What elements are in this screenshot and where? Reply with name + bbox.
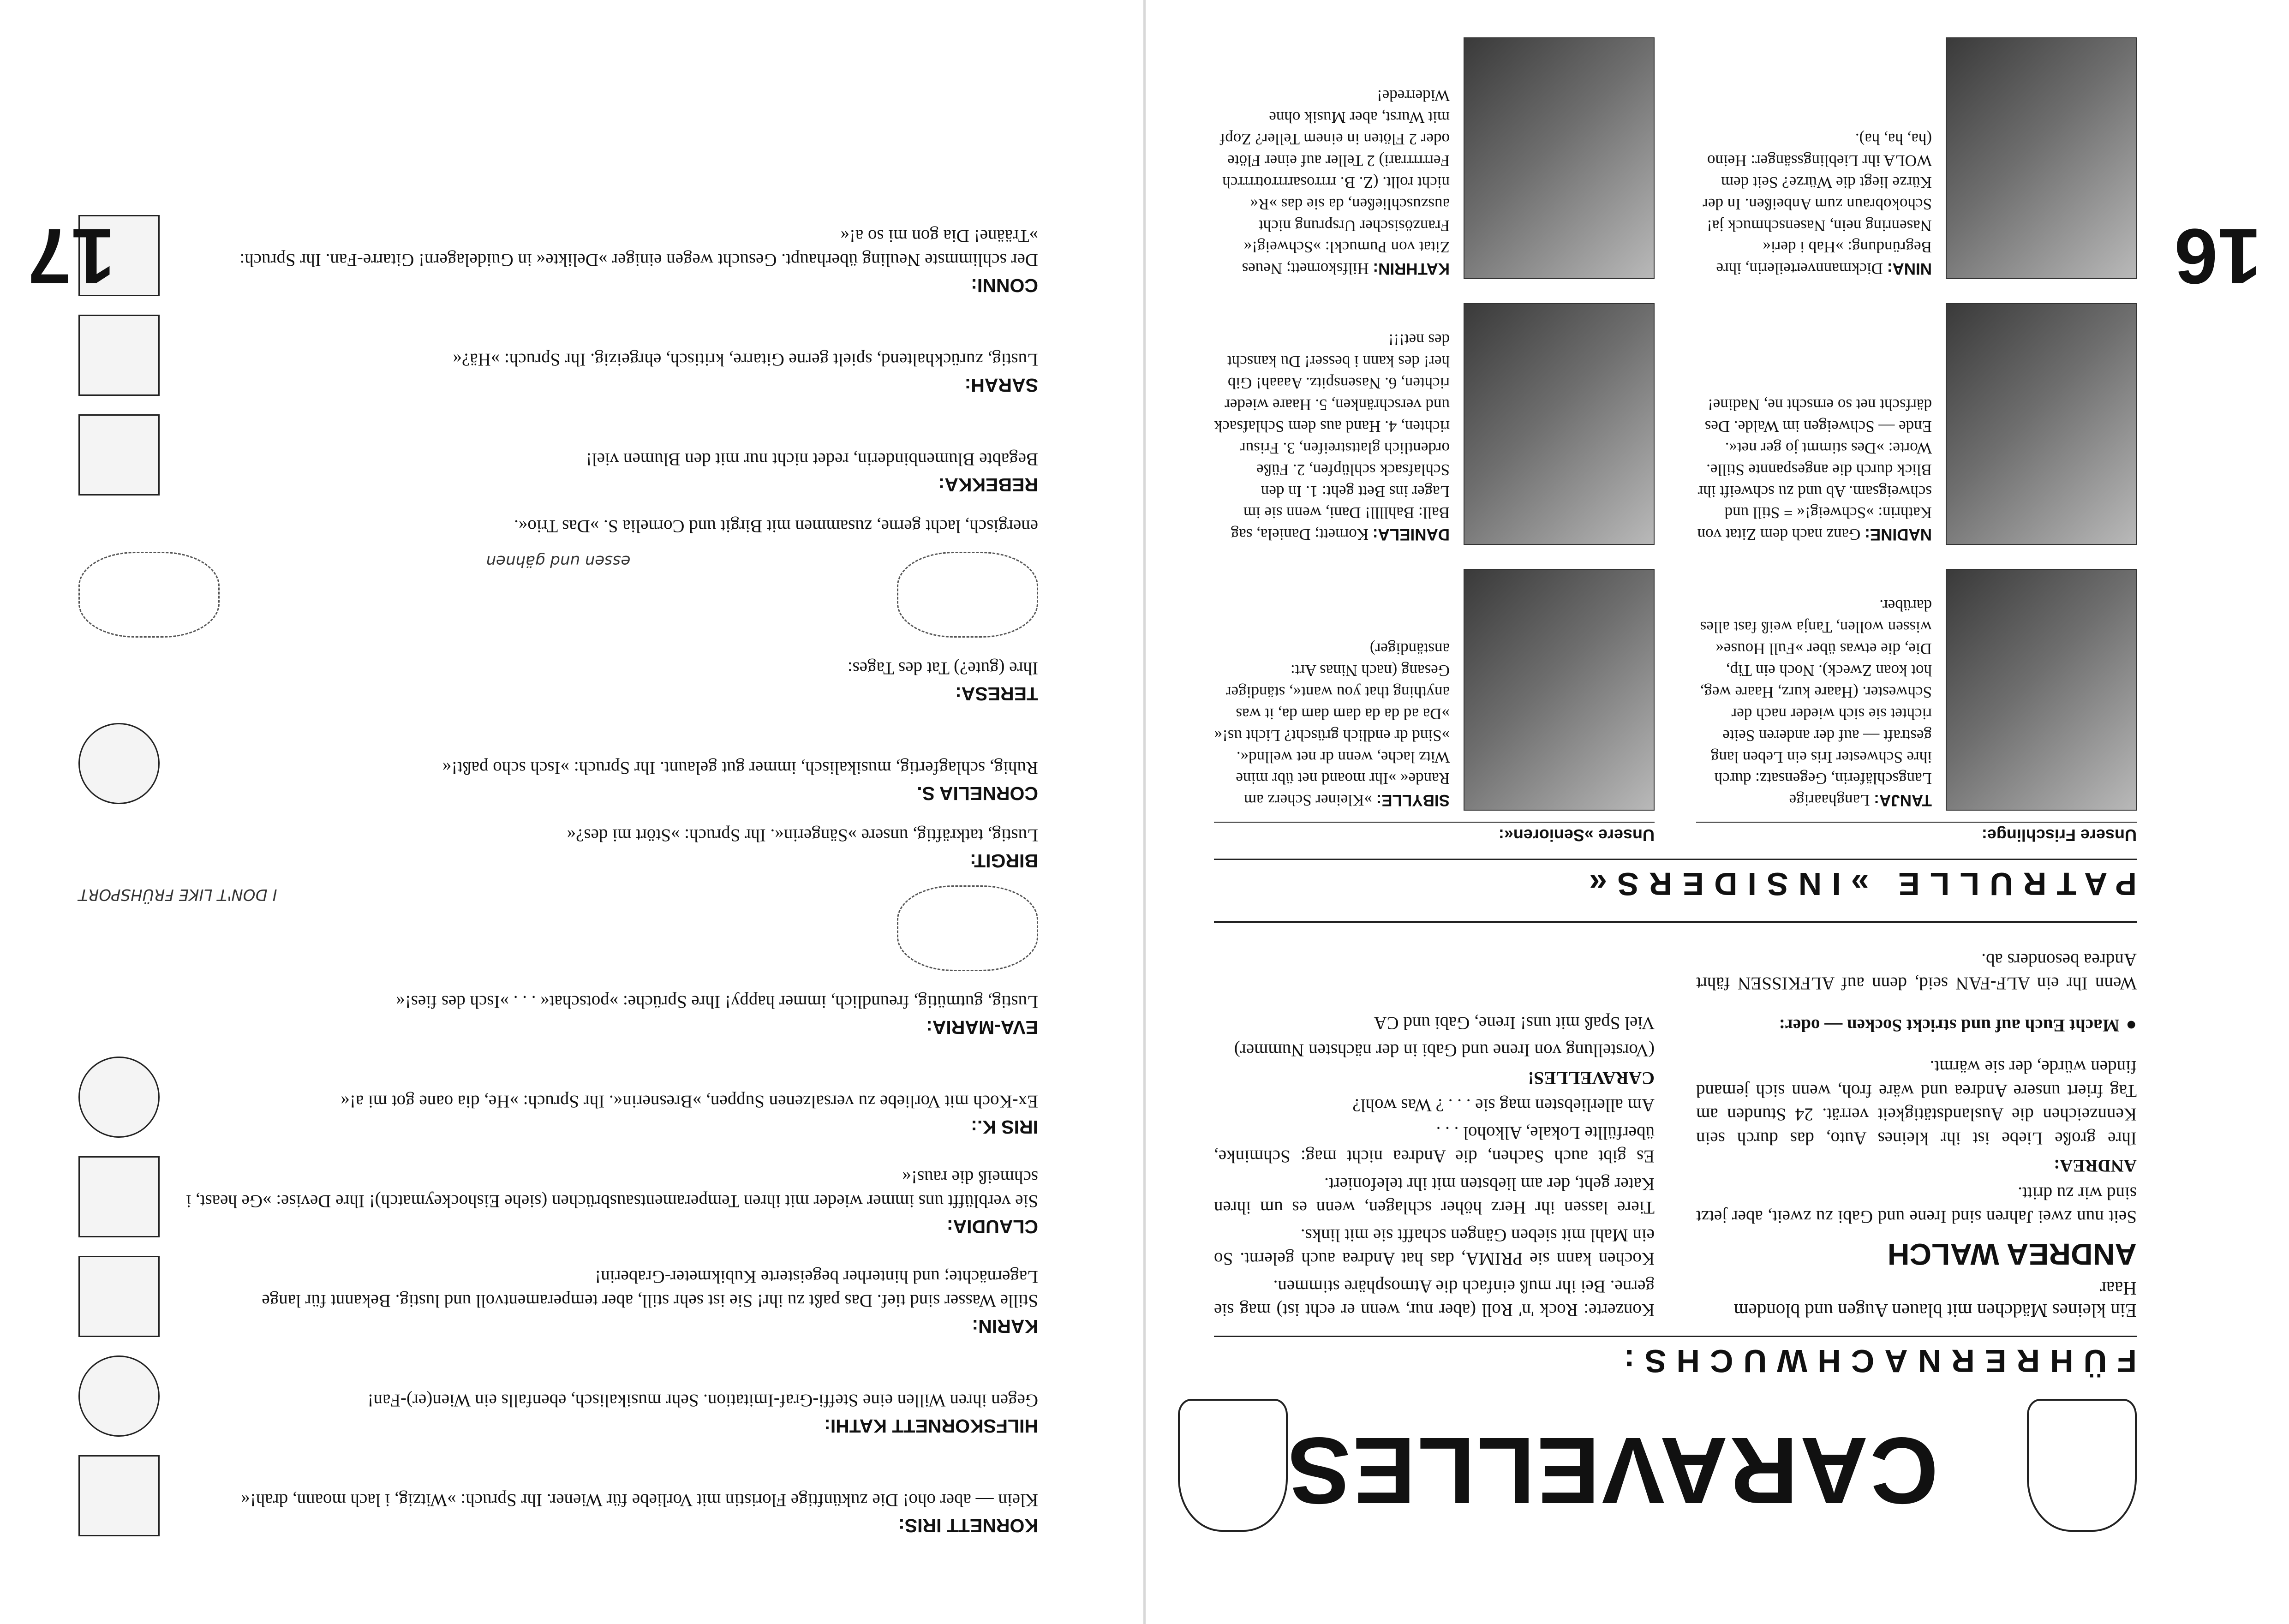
page-16 xyxy=(1145,0,2289,1624)
member-name: IRIS K.: xyxy=(971,1116,1038,1138)
andrea-label: ANDREA: xyxy=(2054,1156,2137,1176)
member-entry xyxy=(78,1256,1038,1337)
member-description: Der schlimmste Neuling überhaupt. Gesucht wegen einiger »Delikte« in Guidelagern! Gitarre-Fan. Ihr Spruch: »Trääne! Dia gon mi so a!« xyxy=(239,226,1038,270)
portrait-photo xyxy=(1946,37,2137,279)
profile-text xyxy=(1214,569,1450,811)
fuehrernachwuchs-right-column xyxy=(1214,944,1655,1322)
name-banner: ANDREA WALCH xyxy=(1887,1237,2137,1272)
member-name: KARIN: xyxy=(972,1316,1038,1337)
frischlinge-label: Unsere Frischlinge: xyxy=(1696,822,2137,845)
member-text xyxy=(178,347,1038,396)
tennis-cartoon-icon xyxy=(78,1355,160,1437)
portrait-photo xyxy=(1464,303,1655,545)
fuehrernachwuchs-left-column xyxy=(1696,944,2137,1322)
member-description: Lustig, zurückhaltend, spielt gerne Gitarre, kritisch, ehrgeizig. Ihr Spruch: »Hä?« xyxy=(453,350,1038,370)
member-description: Gegen ihren Willen eine Steffi-Graf-Imitation. Sehr musikalisch, ebenfalls ein Wien(er)-Fan! xyxy=(367,1391,1038,1410)
member-text xyxy=(178,447,1038,496)
member-entry xyxy=(78,656,1038,705)
member-name: TERESA: xyxy=(955,683,1038,705)
member-text xyxy=(178,1265,1038,1337)
member-entry xyxy=(78,1057,1038,1138)
member-entry xyxy=(78,215,1038,296)
member-name: HILFSKORNETT KATHI: xyxy=(824,1415,1038,1437)
member-text xyxy=(178,1089,1038,1138)
member-text xyxy=(78,656,1038,705)
profile-name: TANJA: xyxy=(1874,791,1932,810)
member-description: energisch, lacht gerne, zusammen mit Birgit und Cornelia S. »Das Trio«. xyxy=(514,516,1038,537)
bullet-text: Macht Euch auf und strickt Socken — oder: xyxy=(1779,1015,2120,1035)
portrait-photo xyxy=(1464,37,1655,279)
sketch-caption: I DON'T LIKE FRÜHSPORT xyxy=(78,885,277,904)
frischlinge-column xyxy=(1696,13,2137,845)
paragraph: Seit nun zwei Jahren sind Irene und Gabi zu zweit, aber jetzt sind wir zu dritt. xyxy=(1696,1183,2137,1227)
member-description: Stille Wasser sind tief. Das paßt zu ihr! Sie ist sehr still, aber temperamentvoll und lustig. Bekannt für lange Lagernächte; und hinterher begeisterte Kubikmeter-Graberin! xyxy=(262,1266,1038,1311)
masthead-title: CARAVELLES xyxy=(1285,1418,1938,1523)
member-text xyxy=(178,756,1038,804)
sleeping-cartoon-icon xyxy=(897,885,1038,971)
profile-text xyxy=(1214,37,1450,279)
member-text xyxy=(178,1388,1038,1437)
member-entry xyxy=(78,1455,1038,1536)
member-text xyxy=(178,1488,1038,1536)
member-text xyxy=(78,823,1038,872)
fuehrernachwuchs-columns xyxy=(1214,944,2137,1322)
member-description: Sie verblüfft uns immer wieder mit ihren Temperamentsausbrüchen (siehe Eishockeymatch)! Ihre Devise: »Ge heast, i schmeiß die raus!« xyxy=(186,1167,1038,1211)
page-number: 17 xyxy=(28,212,115,300)
sketch-row xyxy=(78,885,1038,971)
member-name: CORNELIA S. xyxy=(917,783,1038,805)
paragraph: Konzerte: Rock 'n' Roll (aber nur, wenn er echt ist) mag sie gerne. Bei ihr muß einfach die Atmosphäre stimmen. xyxy=(1214,1276,1655,1320)
member-description: Ruhig, schlagfertig, musikalisch, immer gut gelaunt. Ihr Spruch: »Isch scho paßt!« xyxy=(442,758,1038,778)
member-text xyxy=(178,1165,1038,1238)
member-entry xyxy=(78,514,1038,538)
paragraph: Am allerliebsten mag sie . . . ? Was wohl? xyxy=(1352,1095,1655,1116)
member-name: BIRGIT: xyxy=(969,850,1038,872)
page-number: 16 xyxy=(2174,212,2261,300)
member-name: EVA-MARIA: xyxy=(926,1017,1038,1038)
eating-cartoon-icon xyxy=(78,552,220,638)
member-entry xyxy=(78,823,1038,872)
member-description: Ex-Koch mit Vorliebe zu versalzenen Suppen, »Bresnerin«. Ihr Spruch: »He, dia oane got mi a!« xyxy=(341,1092,1038,1111)
member-entry xyxy=(78,315,1038,396)
flower-bouquet-icon xyxy=(78,414,160,496)
member-name: CLAUDIA: xyxy=(946,1216,1038,1237)
flower-scroll-icon xyxy=(78,1455,160,1536)
senioren-label: Unsere »Senioren«: xyxy=(1214,822,1655,845)
cartoon-figure-icon xyxy=(1178,1399,1288,1532)
sketch-row xyxy=(78,552,1038,638)
profile-text xyxy=(1696,303,1932,545)
profile-text xyxy=(1696,569,1932,811)
member-name: SARAH: xyxy=(964,375,1038,396)
member-description: Lustig, gutmütig, freundlich, immer happy! Ihre Sprüche: »potschat« . . . »Isch des fies!« xyxy=(396,992,1038,1012)
closing-paragraph: Wenn Ihr ein ALF-FAN seid, denn auf ALFKISSEN fährt Andrea besonders ab. xyxy=(1696,949,2137,994)
profile-name: KATHRIN: xyxy=(1373,260,1450,278)
section-divider xyxy=(1214,921,2137,923)
portrait-photo xyxy=(1946,569,2137,811)
page-17 xyxy=(0,0,1144,1624)
member-description: Klein — aber oho! Die zukünftige Floristin mit Vorliebe für Wiener. Ihr Spruch: »Witzig, i lach moann, drah!« xyxy=(241,1490,1038,1510)
insiders-heading: PATRULLE »INSIDERS« xyxy=(1214,859,2137,902)
member-name: CONNI: xyxy=(971,275,1038,296)
sketch-caption: essen und gähnen xyxy=(486,552,631,571)
glass-cartoon-icon xyxy=(78,1057,160,1138)
paragraph: CARAVELLES! xyxy=(1528,1068,1655,1088)
member-name: REBEKKA: xyxy=(938,474,1038,496)
member-entry xyxy=(78,1156,1038,1237)
profile-card xyxy=(1696,569,2137,811)
intro-line: Ein kleines Mädchen mit blauen Augen und blondem Haar xyxy=(1733,1278,2137,1321)
profile-text xyxy=(1696,37,1932,279)
trash-can-cartoon-icon xyxy=(78,1156,160,1237)
member-text xyxy=(178,224,1038,297)
profile-card xyxy=(1214,37,1655,279)
signoff: Viel Spaß mit uns! Irene, Gabi und CA xyxy=(1374,1013,1655,1033)
paragraph: Es gibt auch Sachen, die Andrea nicht mag: Schminke, überfüllte Lokale, Alkohol . . . xyxy=(1214,1122,1655,1167)
profile-name: DANIELA: xyxy=(1372,525,1450,544)
member-description: Lustig, tatkräftig, unsere »Sängerin«. Ihr Spruch: »Stört mi des?« xyxy=(567,825,1038,845)
profile-description: Kornett; Daniela, sag Ball: Bahllll! Dani, wenn sie im Lager ins Bett geht: 1. In den Schlafsack schlüpfen, 2. Füße ordentlich glattstreifen, 3. Frisur richten, 4. Hand aus dem Schlafsack und verschränken, 5. Haare wieder richten, 6. Nasenspitz. Aaaah! Gib her! des kann i besser! Du kanscht des net!!! xyxy=(1214,331,1450,544)
too-much-action-cartoon-icon xyxy=(78,723,160,805)
profile-description: »Kleiner Scherz am Rande« »Ihr moand net übr mine Witz lache, wenn dr net wellnd«. »Sind dr endlich grüscht? Licht us!« »Da ad da da dam dam da, it was anything that you want«, ständiger Gesang (nach Ninas Art: anständiger) xyxy=(1214,640,1450,810)
guitar-cartoon-icon xyxy=(78,315,160,396)
kick-off-cartoon-icon xyxy=(78,1256,160,1337)
profile-card xyxy=(1696,37,2137,279)
profile-name: NINA: xyxy=(1887,260,1932,278)
masthead xyxy=(1214,1398,2137,1536)
portrait-photo xyxy=(1464,569,1655,811)
member-entry xyxy=(78,1355,1038,1437)
member-text xyxy=(78,514,1038,538)
profile-description: Langhaarige Langschläferin, Gegensatz: durch ihre Schwester Iris ein Leben lang gestraft — auf der anderen Seite richtet sie sich wieder nach der Schwester. (Haare kurz, Haare weg, hot koan Zweck). Noch ein Tip, Die, die etwas über »Full House« wissen wollen, Tanja weiß fast alles darüber. xyxy=(1700,597,1932,810)
member-entry xyxy=(78,990,1038,1038)
member-text xyxy=(78,990,1038,1038)
fuehrernachwuchs-heading: FÜHRERNACHWUCHS: xyxy=(1214,1336,2137,1379)
profile-card xyxy=(1214,303,1655,545)
profile-description: Hilfskornett; Neues Zitat von Pumuckl: »Schweig!« Französischer Ursprung nicht auszuschließen, da sie das »R« nicht rollt. (Z. B. rrrrosarrrrotrrrrch Ferrrrrrari) 2 Teller auf einer Flöte oder 2 Flöten in einem Teller? Zopf mit Wurst, aber Musik ohne Widerrede! xyxy=(1219,87,1450,278)
portrait-photo xyxy=(1946,303,2137,545)
bullet-line xyxy=(1696,1013,2137,1037)
member-entry xyxy=(78,414,1038,496)
profile-name: SIBYLLE: xyxy=(1376,791,1450,810)
senioren-column xyxy=(1214,13,1655,845)
profile-description: Ganz nach dem Zitat von Kathrin: »Schweig!« = Still und schweigsam. Ab und zu schweift ihr Blick durch die angespannte Stille. Worte: »Des stimmt jo ger net«. Ende — Schweigen im Walde. Des därfscht net so ernscht ne, Nadine! xyxy=(1697,395,1932,544)
cartoon-figure-icon xyxy=(2027,1399,2137,1532)
paragraph: Kochen kann sie PRIMA, das hat Andrea auch gelernt. So ein Mahl mit sieben Gängen schafft sie mit links. xyxy=(1214,1225,1655,1269)
paragraph: Tiere lassen ihr Herz höher schlagen, wenn es um ihren Kater geht, der am liebsten mit ihr telefoniert. xyxy=(1214,1174,1655,1218)
member-description: Ihre (gute?) Tat des Tages: xyxy=(847,658,1038,679)
profile-name: NADINE: xyxy=(1865,525,1932,544)
paragraph: (Vorstellung von Irene und Gabi in der nächsten Nummer) xyxy=(1234,1040,1655,1061)
paragraph: Ihre große Liebe ist ihr kleines Auto, das durch sein Kennzeichen die Auslandstätigkeit verrät. 24 Stunden am Tag friert unsere Andrea und wäre froh, wenn sich jemand finden würde, der sie wärmt. xyxy=(1696,1057,2137,1148)
profile-card xyxy=(1696,303,2137,545)
cat-cartoon-icon xyxy=(897,552,1038,638)
profile-card xyxy=(1214,569,1655,811)
bullet-icon: ● xyxy=(2126,1015,2137,1035)
insiders-columns xyxy=(1214,13,2137,845)
member-description: Begabte Blumenbinderin, redet nicht nur mit den Blumen viel! xyxy=(586,449,1038,469)
profile-description: Dickmannverteilerin, ihre Begründung: »Hab i deri« Nasenring nein, Nasenschmuck ja! Schokobraun zum Anbeißen. In der Kürze liegt die Würze? Seit dem WOLA ihr Lieblingssänger: Heino (ha, ha, ha). xyxy=(1703,130,1932,278)
member-entry xyxy=(78,723,1038,805)
profile-text xyxy=(1214,303,1450,545)
member-name: KORNETT IRIS: xyxy=(898,1515,1038,1536)
